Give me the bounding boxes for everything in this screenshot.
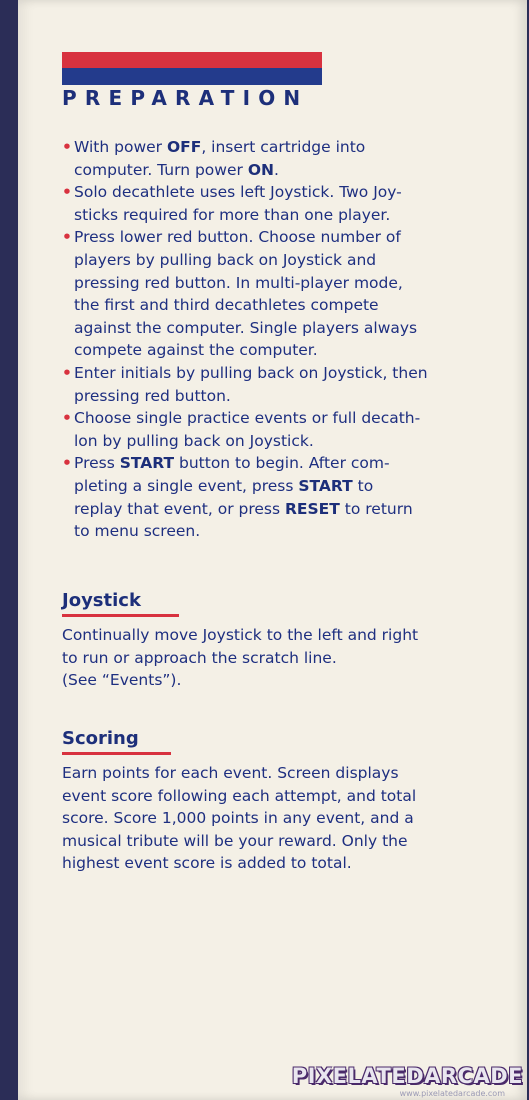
keyword: RESET [284,499,340,518]
preparation-bullet-list [62,136,462,543]
bullet-item [62,362,462,407]
bullet-line: pressing red button. [74,386,231,405]
bullet-line: computer. Turn power ON. [74,160,279,179]
bullet-item [62,407,462,452]
bullet-line: sticks required for more than one player. [74,205,391,224]
bullet-dot-icon: • [62,183,72,202]
bullet-line: Press START button to begin. After com- [74,454,390,473]
bullet-item [62,181,462,226]
header-blue-stripe [62,68,322,85]
bullet-line: Choose single practice events or full decath- [74,409,421,428]
joystick-line: (See “Events”). [62,671,182,690]
scoring-line: highest event score is added to total. [62,854,352,873]
section-title: PREPARATION [62,86,309,110]
joystick-line: to run or approach the scratch line. [62,648,337,667]
bullet-line: replay that event, or press RESET to return [74,499,413,518]
joystick-line: Continually move Joystick to the left and right [62,626,419,644]
bullet-line: Enter initials by pulling back on Joystick, then [74,363,428,382]
bullet-line: Press lower red button. Choose number of [74,228,401,247]
bullet-item [62,136,462,181]
header-red-stripe [62,52,322,68]
bullet-dot-icon: • [62,228,72,247]
scoring-heading: Scoring [62,728,139,749]
bullet-dot-icon: • [62,454,72,473]
bullet-line: pleting a single event, press START to [74,476,374,495]
scoring-line: score. Score 1,000 points in any event, and a [62,809,414,828]
bullet-dot-icon: • [62,409,72,428]
scoring-line: event score following each attempt, and total [62,786,417,805]
bullet-dot-icon: • [62,363,72,382]
manual-page [18,0,527,1100]
bullet-item [62,452,462,542]
joystick-heading-underline [62,614,179,617]
keyword: OFF [166,138,202,156]
bullet-line: lon by pulling back on Joystick. [74,431,314,450]
bullet-item [62,226,462,362]
scoring-line: musical tribute will be your reward. Only the [62,831,408,850]
scoring-heading-underline [62,752,171,755]
bullet-line: With power OFF, insert cartridge into [74,138,366,156]
bullet-line: to menu screen. [74,522,201,541]
bullet-line: the first and third decathletes compete [74,296,379,315]
watermark-url: www.pixelatedarcade.com [399,1089,505,1098]
bullet-dot-icon: • [62,138,72,156]
bullet-line: against the computer. Single players always [74,318,418,337]
bullet-line: players by pulling back on Joystick and [74,250,377,269]
keyword: START [119,454,175,473]
joystick-paragraph [62,624,482,692]
keyword: START [298,476,353,495]
keyword: ON [247,160,274,179]
watermark-logo: PIXELATEDARCADE [291,1064,523,1088]
scoring-paragraph [62,762,482,875]
bullet-line: Solo decathlete uses left Joystick. Two Joy- [74,183,402,202]
bullet-line: pressing red button. In multi-player mode, [74,273,403,292]
bullet-line: compete against the computer. [74,341,318,360]
joystick-heading: Joystick [62,590,141,611]
scoring-line: Earn points for each event. Screen displays [62,764,399,782]
